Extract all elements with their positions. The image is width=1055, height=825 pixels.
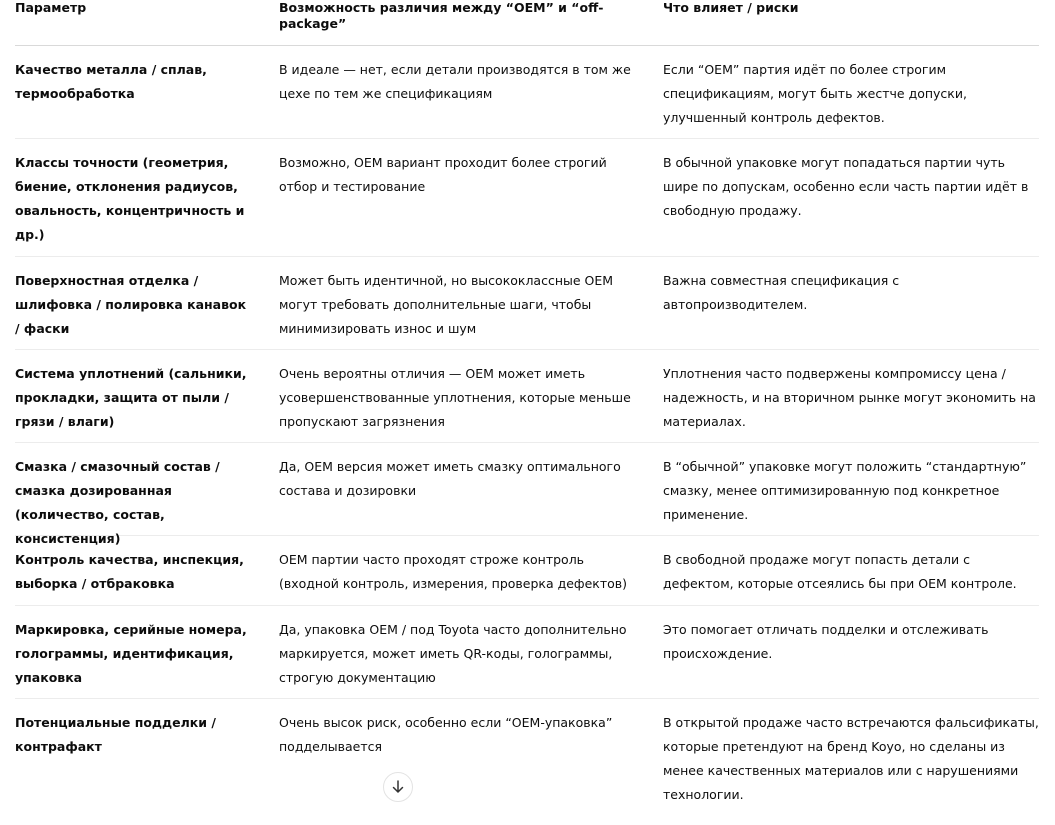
- table-row: [15, 139, 1039, 257]
- arrow-down-icon: [391, 780, 405, 794]
- cell-risks: Важна совместная спецификация с автопроизводителем.: [663, 273, 900, 312]
- cell-difference: OEM партии часто проходят строже контроль (входной контроль, измерения, проверка дефектов): [279, 552, 628, 591]
- cell-risks: В обычной упаковке могут попадаться партии чуть шире по допускам, особенно если часть партии идёт в свободную продажу.: [663, 155, 1029, 218]
- cell-parameter: Контроль качества, инспекция, выборка / отбраковка: [15, 552, 244, 591]
- header-risks: Что влияет / риски: [663, 0, 799, 15]
- cell-risks: В открытой продаже часто встречаются фальсификаты, которые претендуют на бренд Koyo, но сделаны из менее качественных материалов или с нарушениями технологии.: [663, 715, 1039, 802]
- cell-difference: Да, упаковка OEM / под Toyota часто дополнительно маркируется, может иметь QR-коды, голограммы, строгую документацию: [279, 622, 627, 685]
- cell-risks: Уплотнения часто подвержены компромиссу цена / надежность, и на вторичном рынке могут экономить на материалах.: [663, 366, 1036, 429]
- table-row: [15, 350, 1039, 443]
- table-row: [15, 257, 1039, 350]
- cell-difference: В идеале — нет, если детали производятся в том же цехе по тем же спецификациям: [279, 62, 631, 101]
- header-parameter: Параметр: [15, 0, 87, 15]
- table-row: [15, 606, 1039, 699]
- comparison-table: [15, 0, 1039, 819]
- table-header: [15, 0, 1039, 46]
- table-row: [15, 536, 1039, 606]
- table-row: [15, 46, 1039, 139]
- header-difference: Возможность различия между “OEM” и “off-package”: [279, 0, 604, 31]
- cell-risks: Если “OEM” партия идёт по более строгим спецификациям, могут быть жестче допуски, улучшенный контроль дефектов.: [663, 62, 967, 125]
- cell-parameter: Поверхностная отделка / шлифовка / полировка канавок / фаски: [15, 273, 247, 336]
- cell-parameter: Смазка / смазочный состав / смазка дозированная (количество, состав, консистенция): [15, 459, 220, 546]
- cell-parameter: Классы точности (геометрия, биение, отклонения радиусов, овальность, концентричность и др.): [15, 155, 245, 242]
- cell-risks: Это помогает отличать подделки и отслеживать происхождение.: [663, 622, 989, 661]
- cell-risks: В “обычной” упаковке могут положить “стандартную” смазку, менее оптимизированную под конкретное применение.: [663, 459, 1027, 522]
- cell-difference: Очень высок риск, особенно если “OEM-упаковка” подделывается: [279, 715, 613, 754]
- table-row: [15, 699, 1039, 819]
- cell-parameter: Качество металла / сплав, термообработка: [15, 62, 207, 101]
- table-row: [15, 443, 1039, 546]
- cell-difference: Может быть идентичной, но высококлассные OEM могут требовать дополнительные шаги, чтобы минимизировать износ и шум: [279, 273, 614, 336]
- cell-parameter: Маркировка, серийные номера, голограммы, идентификация, упаковка: [15, 622, 247, 685]
- cell-difference: Возможно, OEM вариант проходит более строгий отбор и тестирование: [279, 155, 607, 194]
- cell-parameter: Потенциальные подделки / контрафакт: [15, 715, 216, 754]
- scroll-to-bottom-button[interactable]: [383, 772, 413, 802]
- cell-difference: Очень вероятны отличия — OEM может иметь усовершенствованные уплотнения, которые меньше пропускают загрязнения: [279, 366, 631, 429]
- cell-difference: Да, OEM версия может иметь смазку оптимального состава и дозировки: [279, 459, 621, 498]
- cell-risks: В свободной продаже могут попасть детали с дефектом, которые отсеялись бы при OEM контроле.: [663, 552, 1017, 591]
- cell-parameter: Система уплотнений (сальники, прокладки, защита от пыли / грязи / влаги): [15, 366, 247, 429]
